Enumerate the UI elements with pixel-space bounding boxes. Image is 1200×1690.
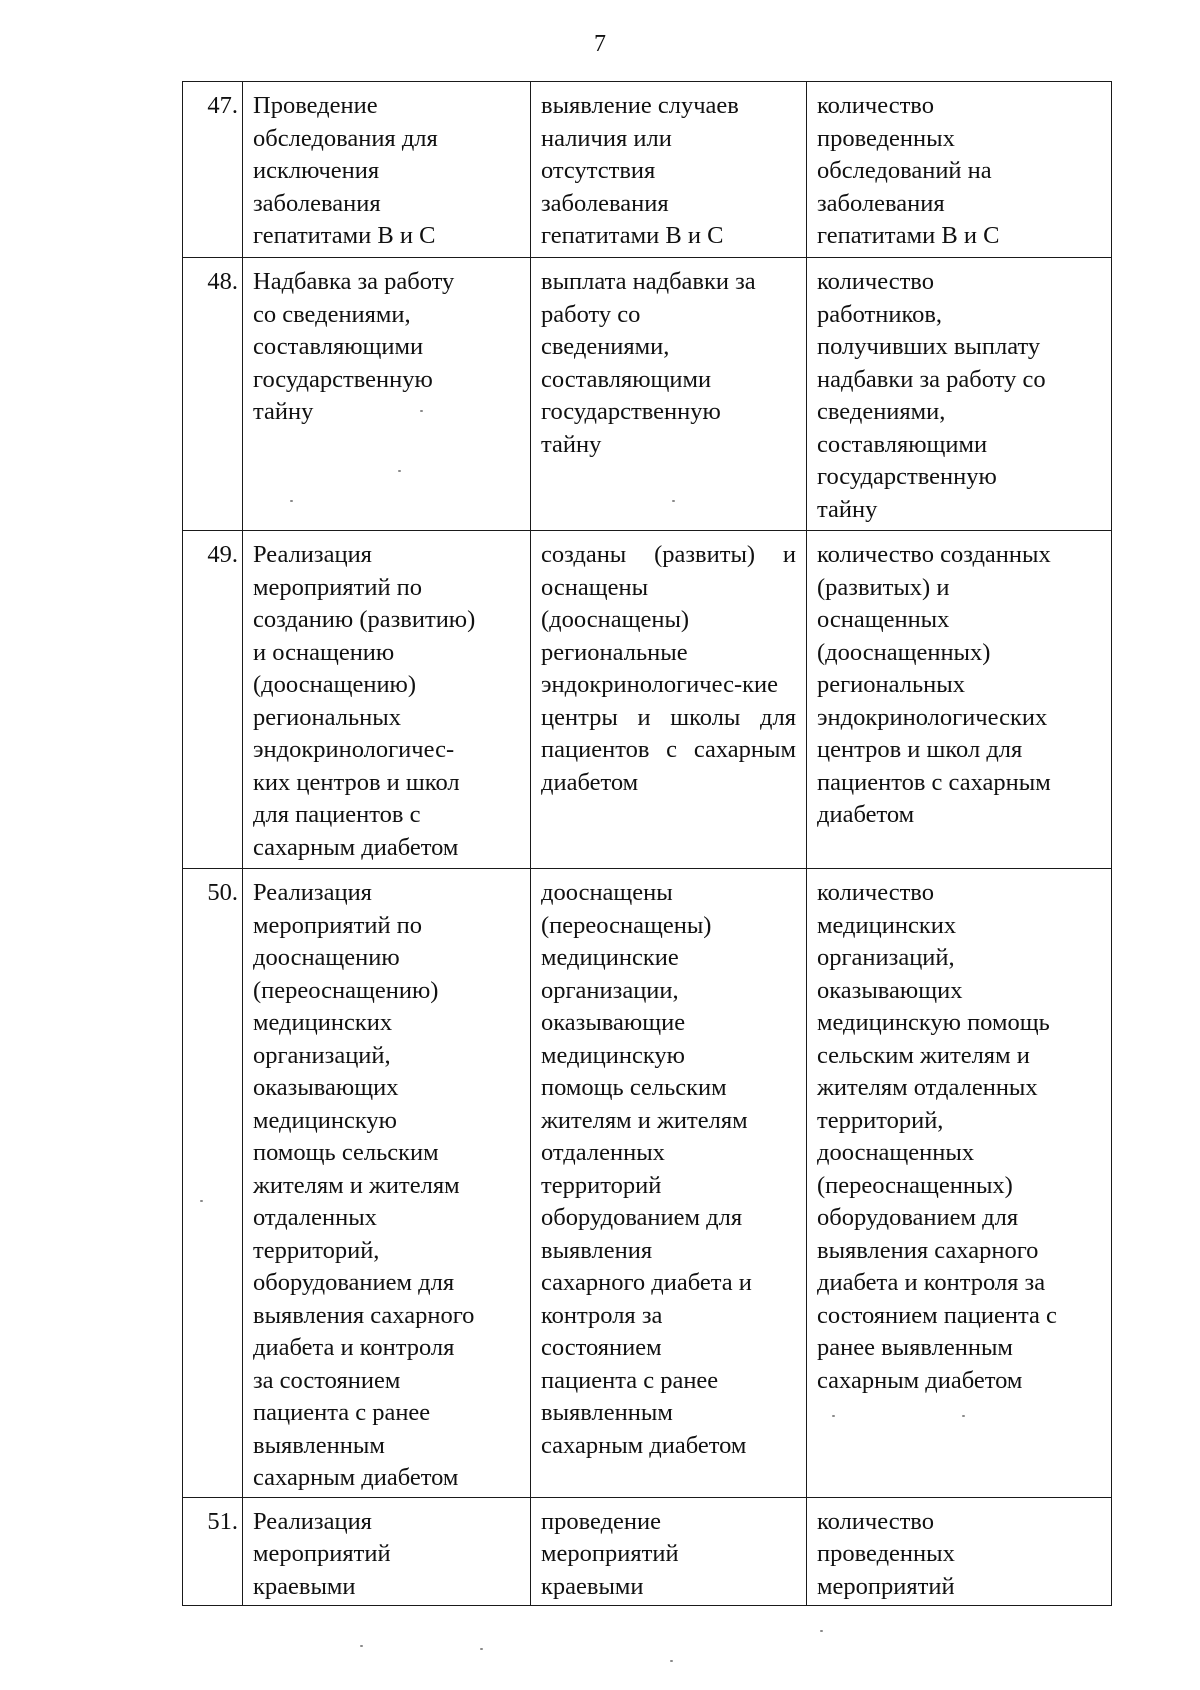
- indicator-cell: количество работников, получивших выплату надбавки за работу со сведениями, составляющими государственную тайну: [807, 258, 1112, 531]
- row-number: 50.: [183, 869, 243, 1498]
- event-cell: Проведение обследования для исключения заболевания гепатитами В и С: [243, 82, 531, 258]
- scan-speck: [420, 410, 423, 412]
- scan-speck: [200, 1200, 203, 1202]
- scan-speck: [962, 1415, 965, 1417]
- indicator-cell: количество проведенных мероприятий: [807, 1497, 1112, 1606]
- table-row: [183, 82, 1112, 258]
- activities-table: [182, 81, 1112, 1606]
- scan-speck: [398, 470, 401, 472]
- event-cell: Реализация мероприятий по дооснащению (переоснащению) медицинских организаций, оказывающих медицинскую помощь сельским жителям и жителям отдаленных территорий, оборудованием для выявления сахарного диабета и контроля за состоянием пациента с ранее выявленным сахарным диабетом: [243, 869, 531, 1498]
- table-row: [183, 531, 1112, 869]
- row-number: 49.: [183, 531, 243, 869]
- result-cell: выявление случаев наличия или отсутствия заболевания гепатитами В и С: [531, 82, 807, 258]
- indicator-cell: количество медицинских организаций, оказывающих медицинскую помощь сельским жителям и жителям отдаленных территорий, дооснащенных (переоснащенных) оборудованием для выявления сахарного диабета и контроля за состоянием пациента с ранее выявленным сахарным диабетом: [807, 869, 1112, 1498]
- event-cell: Реализация мероприятий по созданию (развитию) и оснащению (дооснащению) региональных эндокринологичес- ких центров и школ для пациентов с сахарным диабетом: [243, 531, 531, 869]
- table-row: [183, 258, 1112, 531]
- row-number: 48.: [183, 258, 243, 531]
- result-cell: проведение мероприятий краевыми: [531, 1497, 807, 1606]
- row-number: 47.: [183, 82, 243, 258]
- result-cell: созданы (развиты) и оснащены (дооснащены) региональные эндокринологичес-кие центры и школы для пациентов с сахарным диабетом: [531, 531, 807, 869]
- page-number: 7: [594, 31, 606, 57]
- indicator-cell: количество созданных (развитых) и оснащенных (дооснащенных) региональных эндокринологических центров и школ для пациентов с сахарным диабетом: [807, 531, 1112, 869]
- indicator-cell: количество проведенных обследований на заболевания гепатитами В и С: [807, 82, 1112, 258]
- scan-speck: [360, 1645, 363, 1647]
- scan-speck: [820, 1630, 823, 1632]
- event-cell: Надбавка за работу со сведениями, составляющими государственную тайну: [243, 258, 531, 531]
- result-cell: дооснащены (переоснащены) медицинские организации, оказывающие медицинскую помощь сельским жителям и жителям отдаленных территорий оборудованием для выявления сахарного диабета и контроля за состоянием пациента с ранее выявленным сахарным диабетом: [531, 869, 807, 1498]
- event-cell: Реализация мероприятий краевыми: [243, 1497, 531, 1606]
- scan-speck: [290, 500, 293, 502]
- scan-speck: [672, 500, 675, 502]
- result-cell: выплата надбавки за работу со сведениями, составляющими государственную тайну: [531, 258, 807, 531]
- table-row: [183, 869, 1112, 1498]
- table-row: [183, 1497, 1112, 1606]
- row-number: 51.: [183, 1497, 243, 1606]
- scan-speck: [832, 1415, 835, 1417]
- scan-speck: [480, 1648, 483, 1650]
- scan-speck: [670, 1660, 673, 1662]
